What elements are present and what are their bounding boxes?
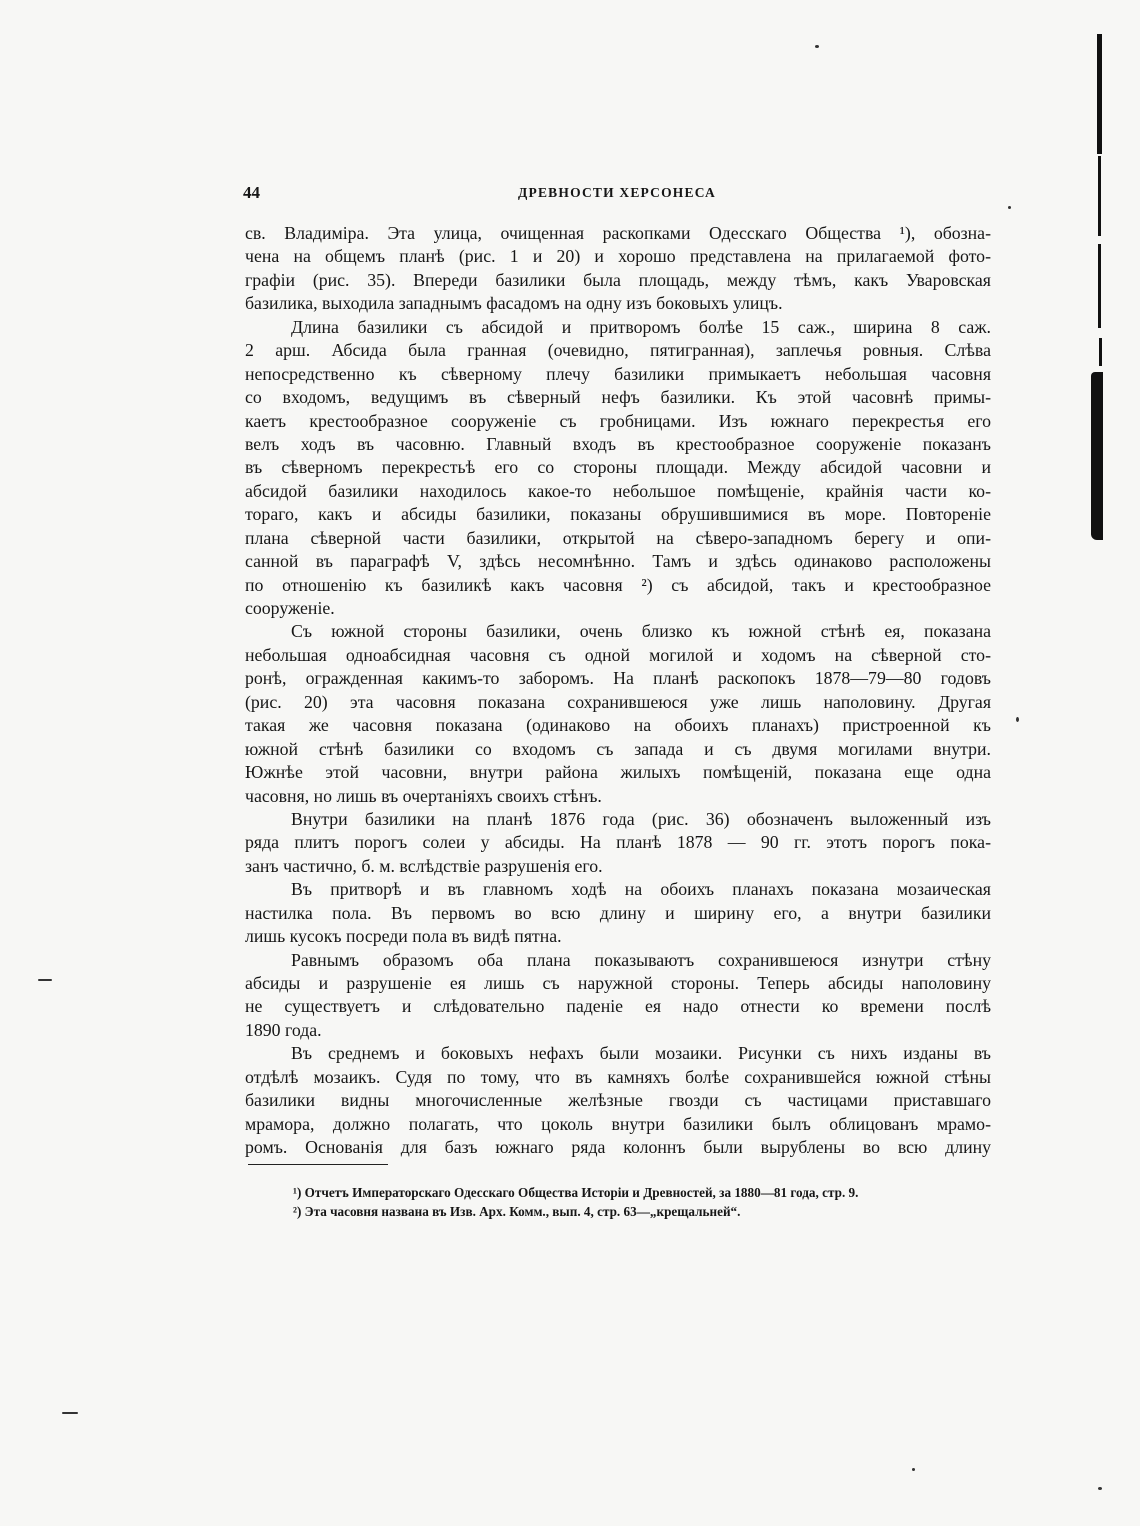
text-line: южной стѣнѣ базилики со входомъ съ запада и съ двумя могилами внутри.: [245, 738, 991, 759]
scan-speck: [815, 45, 819, 48]
text-line: Внутри базилики на планѣ 1876 года (рис. 36) обозначенъ выложенный изъ: [291, 808, 991, 829]
text-line: св. Владиміра. Эта улица, очищенная раскопками Одесскаго Общества ¹), обозна-: [245, 223, 991, 243]
running-title: ДРЕВНОСТИ ХЕРСОНЕСА: [518, 185, 716, 200]
text-line: каетъ крестообразное сооруженіе съ гробницами. Изъ южнаго перекрестья его: [245, 410, 991, 431]
text-line: со входомъ, ведущимъ въ сѣверный нефъ базилики. Къ этой часовнѣ примы-: [245, 387, 991, 408]
scan-edge-mark: [1097, 34, 1102, 154]
text-line: ряда плитъ порогъ солеи у абсиды. На планѣ 1878 — 90 гг. этотъ порогъ пока-: [245, 832, 991, 853]
text-line: настилка пола. Въ первомъ во всю длину и ширину его, а внутри базилики: [245, 902, 991, 923]
text-line: Южнѣе этой часовни, внутри района жилыхъ помѣщеній, показана еще одна: [245, 762, 991, 783]
paragraph-4: [245, 808, 991, 878]
text-line: Съ южной стороны базилики, очень близко къ южной стѣнѣ ея, показана: [291, 621, 991, 642]
text-line: такая же часовня показана (одинаково на обоихъ планахъ) пристроенной къ: [245, 715, 991, 736]
paragraph-2: [245, 316, 991, 621]
scan-speck: [1008, 206, 1011, 209]
paragraph-6: [245, 949, 991, 1043]
text-line: базилика, выходила западнымъ фасадомъ на одну изъ боковыхъ улицъ.: [245, 293, 783, 314]
text-line: въ сѣверномъ перекрестьѣ его со стороны площади. Между абсидой часовни и: [245, 457, 991, 478]
text-line: отдѣлѣ мозаикъ. Судя по тому, что въ камняхъ болѣе сохранившейся южной стѣны: [245, 1066, 991, 1087]
text-line: Длина базилики съ абсидой и притворомъ болѣе 15 саж., ширина 8 саж.: [291, 316, 991, 337]
text-line: лишь кусокъ посреди пола въ видѣ пятна.: [245, 926, 562, 947]
text-line: тораго, какъ и абсиды базилики, показаны обрушившимися въ море. Повтореніе: [245, 504, 991, 525]
text-line: не существуетъ и слѣдовательно паденіе ея надо отнести ко времени послѣ: [245, 996, 991, 1017]
paragraph-7: [245, 1042, 991, 1159]
scan-edge-mark: [1098, 244, 1101, 328]
text-line: непосредственно къ сѣверному плечу базилики примыкаетъ небольшая часовня: [245, 363, 991, 384]
scan-speck: [1098, 1487, 1102, 1490]
text-line: санной въ параграфѣ V, здѣсь несомнѣнно. Тамъ и здѣсь одинаково расположены: [245, 551, 991, 572]
body-text: [245, 222, 991, 1160]
text-line: абсидой базилики находилось какое-то небольшое помѣщеніе, крайнія части ко-: [245, 480, 991, 501]
scan-speck: [62, 1412, 78, 1414]
scan-speck: [912, 1468, 915, 1471]
page-number: 44: [243, 183, 260, 202]
text-line: небольшая одноабсидная часовня съ одной могилой и ходомъ на сѣверной сто-: [245, 644, 991, 665]
paragraph-1: [245, 222, 991, 316]
scan-edge-mark: [1098, 156, 1101, 236]
paragraph-5: [245, 878, 991, 948]
text-line: 2 арш. Абсида была гранная (очевидно, пятигранная), заплечья ровныя. Слѣва: [245, 340, 991, 361]
text-line: Равнымъ образомъ оба плана показываютъ сохранившеюся изнутри стѣну: [291, 949, 991, 970]
footnote-1: ¹) Отчетъ Императорскаго Одесскаго Общества Исторіи и Древностей, за 1880—81 года, стр. 9.: [293, 1185, 859, 1200]
text-line: Въ среднемъ и боковыхъ нефахъ были мозаики. Рисунки съ нихъ изданы въ: [291, 1043, 991, 1064]
scan-edge-mark: [1091, 372, 1103, 540]
text-line: 1890 года.: [245, 1019, 322, 1040]
text-line: велъ ходъ въ часовню. Главный входъ въ крестообразное сооруженіе показанъ: [245, 433, 991, 454]
text-line: абсиды и разрушеніе ея лишь съ наружной стороны. Теперь абсиды наполовину: [245, 973, 991, 993]
text-line: базилики видны многочисленные желѣзные гвозди съ частицами приставшаго: [245, 1090, 991, 1111]
scan-speck: [1016, 717, 1019, 722]
footnotes: [293, 1183, 993, 1221]
text-line: часовня, но лишь въ очертаніяхъ своихъ стѣнъ.: [245, 785, 602, 806]
text-line: сооруженіе.: [245, 598, 335, 618]
text-line: графіи (рис. 35). Впереди базилики была площадь, между тѣмъ, какъ Уваровская: [245, 269, 991, 290]
text-line: чена на общемъ планѣ (рис. 1 и 20) и хорошо представлена на прилагаемой фото-: [245, 246, 991, 267]
page-header: [243, 183, 991, 205]
text-line: (рис. 20) эта часовня показана сохранившеюся уже лишь наполовину. Другая: [245, 691, 991, 712]
scan-speck: [38, 979, 52, 981]
footnote-2: ²) Эта часовня названа въ Изв. Арх. Комм., вып. 4, стр. 63—„крещальней“.: [293, 1204, 741, 1219]
text-line: плана сѣверной части базилики, открытой на сѣверо-западномъ берегу и опи-: [245, 527, 991, 548]
text-line: ронѣ, огражденная какимъ-то заборомъ. На планѣ раскопокъ 1878—79—80 годовъ: [245, 668, 991, 689]
footnote-separator: [248, 1164, 388, 1165]
paragraph-3: [245, 620, 991, 808]
text-line: по отношенію къ базиликѣ какъ часовня ²) съ абсидой, такъ и крестообразное: [245, 574, 991, 595]
text-line: занъ частично, б. м. вслѣдствіе разрушенія его.: [245, 855, 603, 876]
text-line: Въ притворѣ и въ главномъ ходѣ на обоихъ планахъ показана мозаическая: [291, 879, 991, 900]
text-line: мрамора, должно полагать, что цоколь внутри базилики былъ облицованъ мрамо-: [245, 1113, 991, 1134]
text-line: ромъ. Основанія для базъ южнаго ряда колоннъ были вырублены во всю длину: [245, 1137, 991, 1158]
scan-edge-mark: [1099, 338, 1102, 366]
